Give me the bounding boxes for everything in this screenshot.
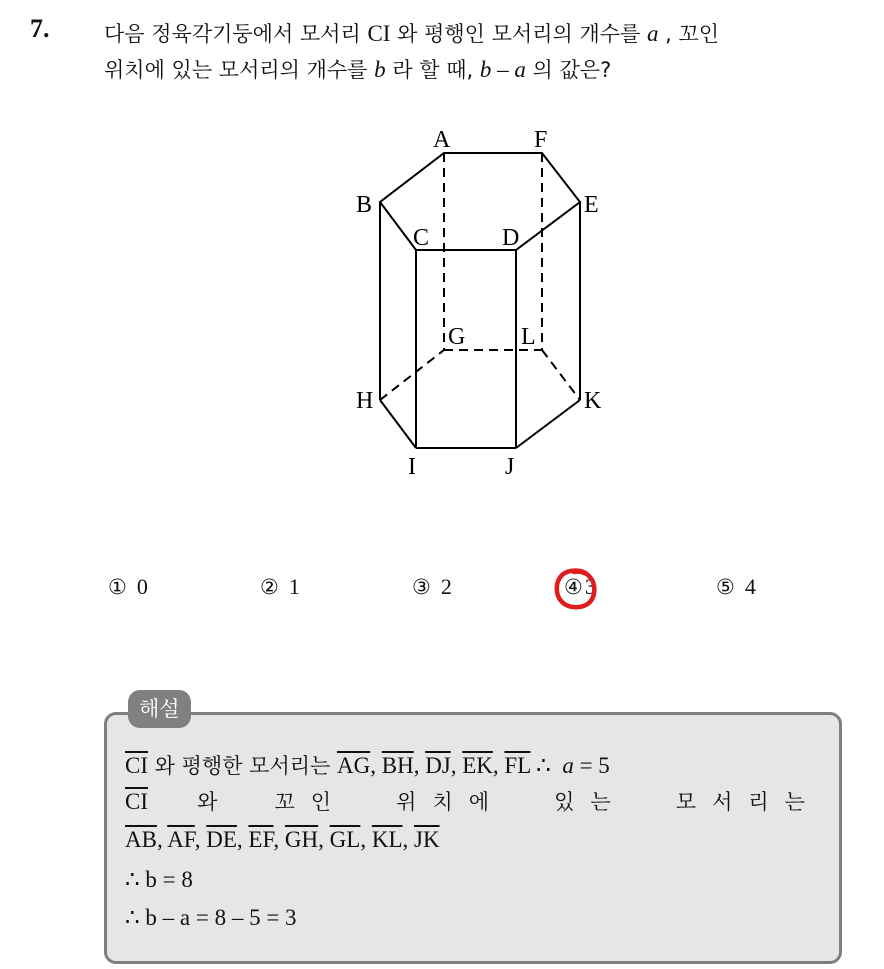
var-a: a (647, 21, 659, 46)
vertex-label-e: E (584, 192, 599, 218)
edge-ci: CI (367, 21, 391, 46)
vertex-label-i: I (408, 454, 416, 480)
vertex-label-f: F (534, 127, 548, 153)
choice-5[interactable]: ⑤ 4 (716, 574, 756, 599)
edge-lk (542, 350, 580, 400)
edge-hi (380, 400, 416, 448)
question-line-2: 위치에 있는 모서리의 개수를 b 라 할 때, b – a 의 값은? (104, 57, 612, 82)
choice-1[interactable]: ① 0 (108, 574, 148, 599)
solution-line-5: ∴ b – a = 8 – 5 = 3 (125, 905, 297, 930)
question-line-1: 다음 정육각기둥에서 모서리 CI 와 평행인 모서리의 개수를 a , 꼬인 (104, 21, 720, 46)
choice-4[interactable]: ④3 (564, 574, 596, 599)
answer-circle-mark (552, 566, 600, 612)
edge-hg (380, 350, 444, 400)
var-b: b (374, 57, 386, 82)
vertex-label-l: L (521, 324, 536, 350)
edge-jk (516, 400, 580, 448)
expression: b – a (479, 57, 526, 82)
solution-line-2: $\overline{CI}$ 와 꼬인 위치에 있는 모서리는 (125, 784, 821, 820)
edge-ci: $\overline{CI}$ (125, 789, 148, 814)
vertex-label-c: C (413, 225, 430, 251)
top-face (380, 153, 580, 250)
vertex-label-k: K (584, 388, 602, 414)
edge-ci: $\overline{CI}$ (125, 753, 148, 778)
hexagonal-prism-figure (330, 120, 630, 490)
choice-3[interactable]: ③ 2 (412, 574, 452, 599)
solution-line-1: $\overline{CI}$ 와 평행한 모서리는 $\overline{AG}$, $\overline{BH}$, $\overline{DJ}$, $\overline{EK}$, $\overline{FL}$ ∴ a = 5 (125, 753, 610, 778)
vertex-label-d: D (502, 225, 520, 251)
vertex-label-a: A (433, 127, 451, 153)
choice-2[interactable]: ② 1 (260, 574, 300, 599)
question-text (104, 16, 864, 88)
vertex-label-j: J (505, 454, 515, 480)
vertex-label-g: G (448, 324, 466, 350)
solution-line-4: ∴ b = 8 (125, 867, 193, 892)
question-number: 7. (30, 14, 50, 43)
solution-line-3: $\overline{AB}$, $\overline{AF}$, $\overline{DE}$, $\overline{EF}$, $\overline{GH}$, $\overline{GL}$, $\overline{KL}$, $\overline{JK}$ (125, 827, 440, 852)
answer-choices (108, 574, 828, 608)
vertex-label-h: H (356, 388, 374, 414)
vertex-label-b: B (356, 192, 373, 218)
solution-tag: 해설 (128, 690, 191, 728)
